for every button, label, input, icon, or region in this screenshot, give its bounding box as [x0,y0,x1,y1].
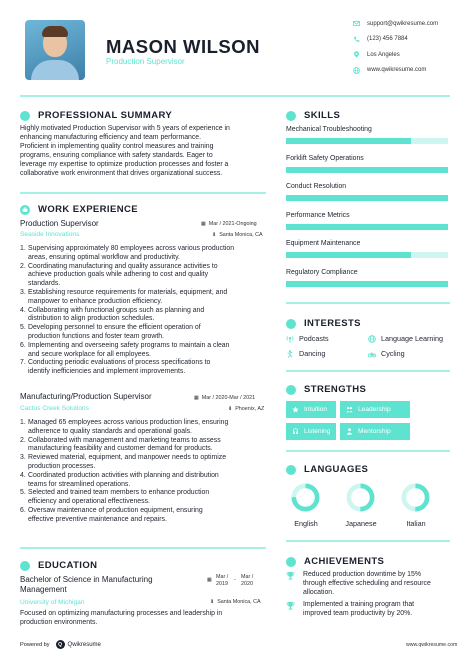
location-icon [352,51,360,59]
calendar-icon: ▦ [207,577,212,583]
education-heading [20,560,97,571]
list-item: 5. Selected and trained team members to enhance production efficiency and operational effectiveness. [20,489,210,506]
education-location [210,599,261,605]
achievement-item [286,601,456,619]
list-item: 7. Conducting periodic evaluations of process specifications to identify inefficiencies and implement improvements. [20,359,211,376]
location-pin-icon: ⬇ [228,406,233,412]
location-pin-icon: ⬇ [212,232,217,238]
skill-bar [286,167,448,173]
footer-powered-by[interactable] [20,640,101,649]
skill-bar [286,195,448,201]
education-date-sep: - [234,577,236,583]
job-location-text: Phoenix, AZ [235,406,265,412]
degree-title [20,575,153,595]
strength-label: Listening [304,428,331,435]
list-item: 2. Collaborated with management and marketing teams to assess manufacturing feasibility and customer demand for products. [20,436,221,453]
education-line: Focused on optimizing manufacturing processes and leadership in [20,610,223,617]
powered-by-text: Powered by [20,641,50,648]
skill-bar [286,252,448,258]
list-item: 1. Supervising approximately 80 employees across various production areas, ensuring optimal workflow and productivity. [20,245,235,261]
education-date-top: Mar / [216,574,229,580]
skill-bar [286,224,448,230]
interest-item [368,334,443,343]
degree-line: Management [20,585,67,594]
intuition-icon [292,406,299,413]
summary-divider [20,192,266,194]
company-name: Cactus Creek Solutions [20,405,89,412]
achievement-text: Implemented a training program that improved team productivity by 20%. [303,601,415,617]
list-item: 4. Collaborating with functional groups such as planning and distribution to align production schedules. [20,306,205,323]
summary-line: collaborative work environment that drives organizational success. [20,169,223,177]
briefcase-icon [20,205,30,215]
experience-heading-text: WORK EXPERIENCE [38,204,138,215]
strengths-icon [286,385,296,395]
interests-heading [286,318,361,329]
language-icon [368,335,376,343]
list-item: 5. Developing personnel to ensure the efficient operation of production functions and foster team growth. [20,324,201,340]
skills-divider [286,302,450,304]
languages-divider [286,540,450,542]
globe-icon [352,66,360,74]
trophy-icon [286,571,295,580]
skill-bar-fill [286,224,448,230]
interests-heading-text: INTERESTS [304,318,361,329]
header-divider [20,95,450,97]
summary-line: programs, ensuring compliance with safety standards. Eager to [20,151,213,159]
contact-website[interactable] [352,63,472,79]
summary-line: Highly motivated Production Supervisor with 5 years of experience in [20,125,230,132]
summary-line: enhancing manufacturing efficiency and team performance. [20,133,202,141]
job-title: Manufacturing/Production Supervisor [20,392,152,401]
job-bullets [20,245,275,377]
language-label: Italian [406,519,426,528]
education-line: production environments. [20,618,98,626]
company-name: Seaside Innovations [20,231,80,238]
skill-name: Equipment Maintenance [286,240,361,247]
education-dates-start [207,577,215,584]
list-item: 3. Establishing resource requirements for materials, equipment, and manpower to enhance production efficiency. [20,288,228,305]
list-item: 6. Oversaw maintenance of production equipment, ensuring effective preventive maintenance and repairs. [20,506,203,523]
list-item: 4. Coordinated production activities with planning and distribution teams for streamlined operations. [20,471,219,488]
job-bullets [20,419,275,525]
strengths-divider [286,450,450,452]
education-dates-end [241,574,253,588]
phone-icon [352,35,360,43]
languages-heading [286,464,368,475]
languages-icon [286,465,296,475]
strength-tag [340,423,410,440]
education-heading-text: EDUCATION [38,560,98,571]
skill-bar-fill [286,167,448,173]
list-item: 6. Implementing and overseeing safety programs to maintain a clean and secure workplace for all employees. [20,341,230,358]
email-icon [352,20,360,28]
brand-name: Qwikresume [67,641,101,648]
skill-bar [286,138,448,144]
job-dates-text: Mar / 2020-Mar / 2021 [201,395,256,401]
skill-name: Forklift Safety Operations [286,155,364,162]
contact-email[interactable] [352,16,472,32]
contact-email-text: support@qwikresume.com [367,20,439,27]
contact-location [352,47,472,63]
calendar-icon: ▦ [194,395,199,401]
summary-line: Proficient in implementing quality control measures and training [20,142,214,150]
dance-icon [286,350,294,358]
job-location-text: Santa Monica, CA [219,232,263,238]
achievement-text: Reduced production downtime by 15% through effective scheduling and resource allocation. [303,571,431,596]
strength-tag [286,423,336,440]
strength-label: Leadership [358,406,391,413]
language-level-ring [290,482,321,513]
summary-icon [20,111,30,121]
summary-text [20,125,272,178]
interest-item [368,349,405,358]
podcast-icon [286,335,294,343]
language-label: English [294,519,318,528]
language-label: Japanese [345,519,377,528]
candidate-name: MASON WILSON [106,36,260,57]
skill-name: Conduct Resolution [286,183,347,190]
skill-name: Regulatory Compliance [286,269,358,276]
job-dates [194,395,255,401]
skills-icon [286,111,296,121]
interest-label: Dancing [299,349,326,358]
language-level-ring [345,482,376,513]
education-date-year2: 2020 [241,581,253,587]
strength-label: Intuition [304,406,328,413]
contact-phone[interactable] [352,32,472,48]
profile-photo [25,20,85,80]
trophy-icon [286,601,295,610]
summary-heading-text: PROFESSIONAL SUMMARY [38,110,173,121]
skill-bar-fill [286,195,448,201]
strength-tag [286,401,336,418]
achievement-item [286,571,456,598]
list-item: 2. Coordinating manufacturing and quality assurance activities to achieve production goals while adhering to cost and quality standards. [20,262,218,288]
skills-heading [286,110,340,121]
education-description [20,610,275,628]
job-dates [201,221,257,227]
education-location-text: Santa Monica, CA [217,599,261,605]
list-item: 3. Reviewed material, equipment, and manpower needs to optimize production processes. [20,454,227,470]
leadership-icon [346,406,353,413]
job-location [212,232,263,238]
candidate-title: Production Supervisor [106,57,185,66]
listening-icon [292,428,299,435]
education-date-top2: Mar / [241,574,254,580]
graduation-cap-icon [20,561,30,571]
languages-heading-text: LANGUAGES [304,464,369,475]
degree-line: Bachelor of Science in Manufacturing [20,575,153,584]
job-dates-text: Mar / 2021-Ongoing [208,221,257,227]
contact-phone-text: (123) 456 7884 [367,36,408,43]
strengths-heading-text: STRENGTHS [304,384,367,395]
job-title: Production Supervisor [20,219,99,228]
summary-heading [20,110,172,121]
interest-label: Cycling [381,349,405,358]
interests-divider [286,370,450,372]
calendar-icon: ▦ [201,221,206,227]
strengths-heading [286,384,366,395]
interests-icon [286,319,296,329]
strength-tag [340,401,410,418]
skill-bar-fill [286,138,411,144]
contact-website-text: www.qwikresume.com [367,67,427,74]
contact-location-text: Los Angeles [367,51,400,58]
bicycle-icon [368,350,376,358]
skills-heading-text: SKILLS [304,110,341,121]
education-date-year: 2019 [216,581,228,587]
achievements-icon [286,557,296,567]
footer-website[interactable]: www.qwikresume.com [406,642,458,648]
skill-bar-fill [286,281,448,287]
interest-label: Podcasts [299,334,329,343]
contact-list [352,16,472,78]
summary-line: leverage my expertise to optimize production processes and foster a [20,160,229,168]
mentorship-icon [346,428,353,435]
school-name: University of Michigan [20,599,85,606]
achievements-heading [286,556,384,567]
education-dates [216,574,228,588]
strength-label: Mentorship [358,428,391,435]
skill-bar [286,281,448,287]
experience-divider [20,547,266,549]
skill-bar-fill [286,252,411,258]
skill-name: Mechanical Troubleshooting [286,126,372,133]
location-pin-icon: ⬇ [210,599,215,605]
interest-item [286,334,329,343]
skill-name: Performance Metrics [286,212,350,219]
list-item: 1. Managed 65 employees across various production lines, ensuring adherence to quality standards and operational goals. [20,419,229,435]
qwikresume-logo-icon: Q [56,640,65,649]
achievements-heading-text: ACHIEVEMENTS [304,556,385,567]
interest-label: Language Learning [381,334,443,343]
job-location [228,406,264,412]
language-level-ring [400,482,431,513]
experience-heading [20,204,138,215]
interest-item [286,349,325,358]
